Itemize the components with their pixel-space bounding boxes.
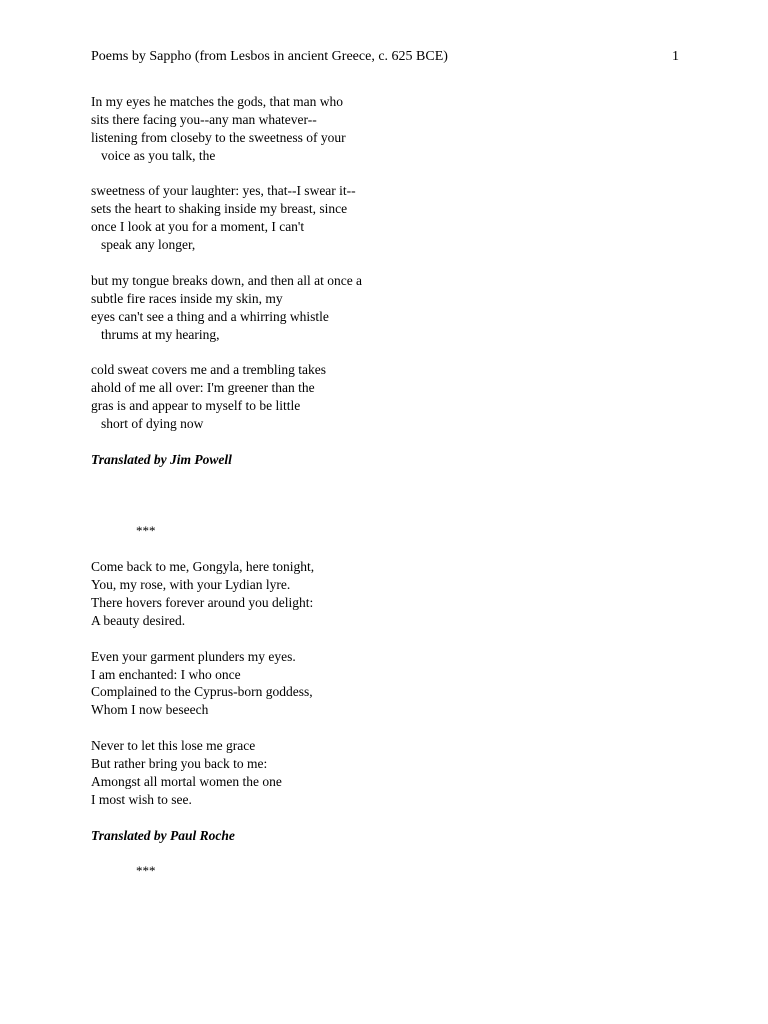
poem2-stanza-2 bbox=[91, 648, 691, 720]
poem-line: cold sweat covers me and a trembling takes bbox=[91, 362, 327, 378]
document-body bbox=[91, 93, 691, 898]
poem-line: A beauty desired. bbox=[91, 612, 186, 628]
poem-line: Whom I now beseech bbox=[91, 702, 209, 718]
document-title: Poems by Sappho (from Lesbos in ancient Greece, c. 625 BCE) bbox=[91, 49, 448, 64]
poem-line: Come back to me, Gongyla, here tonight, bbox=[91, 559, 315, 575]
section-separator: *** bbox=[136, 523, 156, 539]
poem-line: Complained to the Cyprus-born goddess, bbox=[91, 684, 313, 700]
page-number: 1 bbox=[672, 49, 679, 64]
poem-line: sets the heart to shaking inside my breast, since bbox=[91, 201, 348, 217]
poem-line: I most wish to see. bbox=[91, 791, 192, 807]
poem-line: sweetness of your laughter: yes, that--I swear it-- bbox=[91, 183, 356, 199]
poem-line: There hovers forever around you delight: bbox=[91, 594, 314, 610]
poem2-stanza-1 bbox=[91, 558, 691, 630]
section-separator: *** bbox=[136, 863, 156, 879]
poem2-stanza-3 bbox=[91, 737, 691, 809]
separator-block-1 bbox=[91, 522, 691, 540]
poem-line: voice as you talk, the bbox=[101, 147, 216, 163]
poem-line: thrums at my hearing, bbox=[101, 326, 220, 342]
poem1-credit-block bbox=[91, 451, 691, 469]
poem-line: once I look at you for a moment, I can't bbox=[91, 219, 305, 235]
poem-line: subtle fire races inside my skin, my bbox=[91, 290, 283, 306]
poem-line: ahold of me all over: I'm greener than the bbox=[91, 380, 315, 396]
translator-credit: Translated by Jim Powell bbox=[91, 451, 232, 467]
poem-line: gras is and appear to myself to be little bbox=[91, 398, 301, 414]
poem1-stanza-3 bbox=[91, 272, 691, 344]
poem-line: Amongst all mortal women the one bbox=[91, 773, 282, 789]
poem-line: sits there facing you--any man whatever-- bbox=[91, 111, 317, 127]
poem-line: listening from closeby to the sweetness of your bbox=[91, 129, 346, 145]
poem-line: In my eyes he matches the gods, that man who bbox=[91, 94, 343, 109]
translator-credit: Translated by Paul Roche bbox=[91, 827, 235, 843]
poem-line: I am enchanted: I who once bbox=[91, 666, 241, 682]
poem-line: short of dying now bbox=[101, 416, 204, 432]
poem-line: speak any longer, bbox=[101, 237, 196, 253]
poem1-stanza-2 bbox=[91, 182, 691, 254]
poem-line: but my tongue breaks down, and then all at once a bbox=[91, 272, 363, 288]
poem2-credit-block bbox=[91, 827, 691, 845]
poem-line: Even your garment plunders my eyes. bbox=[91, 648, 296, 664]
poem-line: eyes can't see a thing and a whirring whistle bbox=[91, 308, 329, 324]
poem-line: Never to let this lose me grace bbox=[91, 738, 256, 754]
separator-block-2 bbox=[91, 862, 691, 880]
poem-line: You, my rose, with your Lydian lyre. bbox=[91, 577, 291, 593]
blank-gap bbox=[91, 487, 691, 505]
page-header bbox=[91, 47, 679, 67]
poem1-stanza-4 bbox=[91, 361, 691, 433]
poem1-stanza-1 bbox=[91, 93, 691, 165]
poem-line: But rather bring you back to me: bbox=[91, 755, 268, 771]
